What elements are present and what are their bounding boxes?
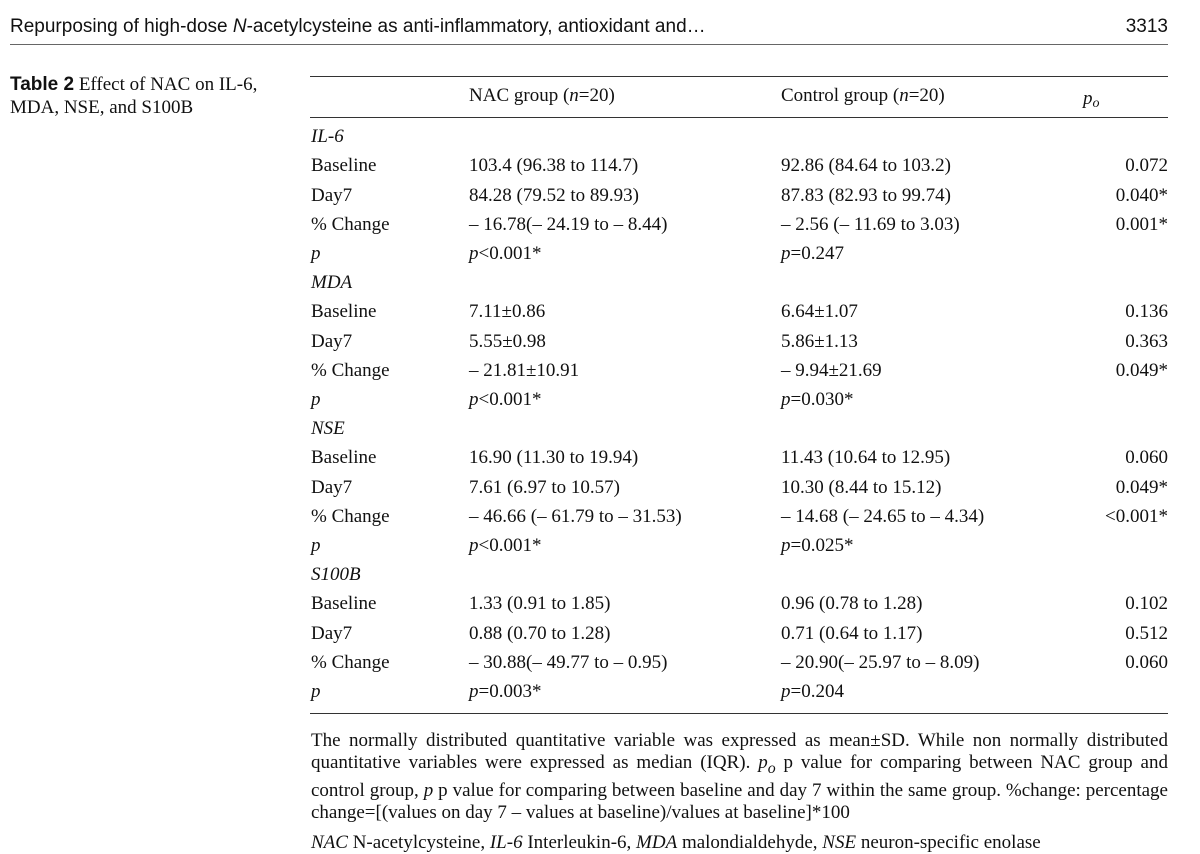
cell-control: 87.83 (82.93 to 99.74) [781,184,951,206]
row-label: Day7 [311,330,353,352]
header-nac-text: NAC group ( [469,85,570,106]
footnote-abbreviations [311,832,1168,854]
cell-p0: 0.072 [1125,155,1168,177]
row-label: % Change [311,505,390,527]
section-header: IL-6 [311,126,344,147]
row-label-p: p [311,681,321,703]
column-header-nac [469,85,615,107]
cell-p0: 0.102 [1125,593,1168,615]
section-header: S100B [311,564,361,585]
fn-p0-sub: o [767,759,776,777]
cell-control: 5.86±1.13 [781,330,858,352]
cell-control: 0.71 (0.64 to 1.17) [781,622,923,644]
table-caption [10,73,280,119]
table-caption-text: Effect of NAC on IL-6, MDA, NSE, and S100B [10,74,258,118]
fn-part-c: p value for comparing between baseline and day 7 within the same group. %change: percentage change=[(values on day 7 – values at baseline)/values at baseline]*100 [311,779,1168,823]
row-label: Day7 [311,184,353,206]
cell-control: – 2.56 (– 11.69 to 3.03) [781,213,960,235]
cell-nac: 0.88 (0.70 to 1.28) [469,622,611,644]
cell-p-nac: p<0.001* [469,389,542,411]
cell-control: – 20.90(– 25.97 to – 8.09) [781,651,980,673]
cell-p0: 0.049* [1115,476,1168,498]
cell-p-control: p=0.247 [781,243,844,265]
cell-nac: 7.11±0.86 [469,301,546,323]
header-control-text: Control group ( [781,85,900,106]
page-number: 3313 [1125,16,1168,37]
cell-p-control: p=0.025* [781,535,854,557]
row-label: % Change [311,213,390,235]
cell-p0: 0.040* [1115,184,1168,206]
abbr-definition: malondialdehyde, [677,831,823,853]
table-footnotes [311,730,1168,854]
cell-control: 10.30 (8.44 to 15.12) [781,476,942,498]
row-label-p: p [311,243,321,265]
cell-p-control: p=0.204 [781,681,844,703]
row-label: Baseline [311,447,377,469]
fn-p: p [423,779,434,801]
cell-p-nac: p=0.003* [469,681,542,703]
fn-part-b: p value for comparing between NAC group and control group, [311,752,1168,801]
table-label: Table 2 [10,74,75,95]
row-label: Baseline [311,301,377,323]
cell-control: – 14.68 (– 24.65 to – 4.34) [781,505,985,527]
cell-p0: 0.001* [1115,213,1168,235]
header-p0-sub: o [1092,96,1100,111]
cell-p0: 0.060 [1125,447,1168,469]
row-label-p: p [311,389,321,411]
running-head [10,16,1168,42]
cell-nac: 84.28 (79.52 to 89.93) [469,184,639,206]
row-label: Baseline [311,593,377,615]
fn-p0: p [758,752,768,773]
row-label: % Change [311,651,390,673]
abbr-term: NAC [311,831,348,853]
cell-control: 92.86 (84.64 to 103.2) [781,155,951,177]
table-bottom-rule [310,713,1168,714]
cell-nac: – 16.78(– 24.19 to – 8.44) [469,213,668,235]
cell-p0: 0.363 [1125,330,1168,352]
cell-p0: 0.049* [1115,359,1168,381]
title-part1: Repurposing of high-dose [10,16,233,37]
abbr-definition: Interleukin-6, [522,831,637,853]
header-p0-base: p [1083,88,1093,109]
cell-nac: 7.61 (6.97 to 10.57) [469,476,620,498]
abbr-term: MDA [636,831,678,853]
row-label: Day7 [311,476,353,498]
header-nac-count: =20) [578,85,615,106]
table-header-rule [310,117,1168,118]
cell-control: 11.43 (10.64 to 12.95) [781,447,951,469]
abbr-term: NSE [822,831,857,853]
cell-nac: 1.33 (0.91 to 1.85) [469,593,611,615]
cell-p0: <0.001* [1105,505,1168,527]
title-italic: N [232,16,247,37]
abbr-definition: N-acetylcysteine, [347,831,490,853]
section-header: NSE [311,418,345,439]
cell-p0: 0.512 [1125,622,1168,644]
cell-nac: 5.55±0.98 [469,330,546,352]
running-head-title [10,16,706,38]
cell-nac: 16.90 (11.30 to 19.94) [469,447,639,469]
row-label: % Change [311,359,390,381]
cell-nac: 103.4 (96.38 to 114.7) [469,155,639,177]
row-label-p: p [311,535,321,557]
title-part2: -acetylcysteine as anti-inflammatory, antioxidant and… [246,16,706,37]
column-header-p0 [1083,88,1100,112]
row-label: Baseline [311,155,377,177]
cell-control: – 9.94±21.69 [781,359,882,381]
footnote-methods [311,730,1168,824]
cell-control: 0.96 (0.78 to 1.28) [781,593,923,615]
abbr-definition: neuron-specific enolase [856,831,1041,853]
row-label: Day7 [311,622,353,644]
abbr-term: IL-6 [489,831,523,853]
cell-p0: 0.060 [1125,651,1168,673]
cell-p-control: p=0.030* [781,389,854,411]
header-divider [10,44,1168,45]
section-header: MDA [311,272,353,293]
header-control-count: =20) [908,85,945,106]
cell-p-nac: p<0.001* [469,535,542,557]
header-nac-n: n [569,85,579,106]
cell-nac: – 46.66 (– 61.79 to – 31.53) [469,505,682,527]
cell-control: 6.64±1.07 [781,301,858,323]
header-control-n: n [899,85,909,106]
cell-p-nac: p<0.001* [469,243,542,265]
table-top-rule [310,76,1168,77]
cell-nac: – 21.81±10.91 [469,359,580,381]
cell-nac: – 30.88(– 49.77 to – 0.95) [469,651,668,673]
cell-p0: 0.136 [1125,301,1168,323]
fn-part-a: The normally distributed quantitative variable was expressed as mean±SD. While non normally distributed quantitative variables were expressed as median (IQR). [311,730,1168,773]
column-header-control [781,85,945,107]
